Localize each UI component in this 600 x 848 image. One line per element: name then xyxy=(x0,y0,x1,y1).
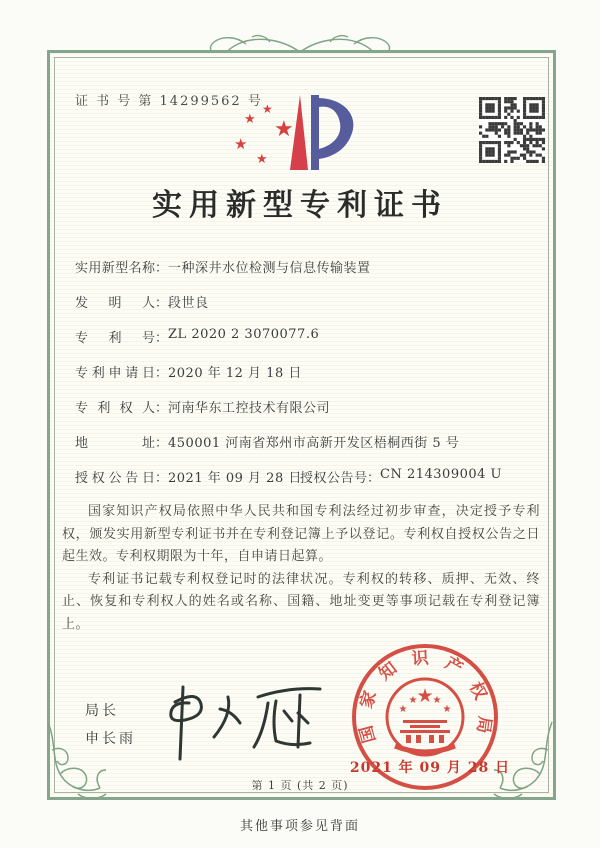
svg-text:★: ★ xyxy=(416,685,434,707)
commissioner-title: 局长 xyxy=(85,703,119,719)
field-row-inventor: 发明人：段世良 xyxy=(75,292,545,327)
logo-star-icon: ★ xyxy=(256,152,268,167)
cnipa-logo xyxy=(230,85,370,180)
field-row-patent-number: 专利号：ZL 2020 2 3070077.6 xyxy=(75,327,320,346)
field-label: 专利权人 xyxy=(75,401,155,416)
field-label: 地址 xyxy=(75,436,155,451)
fields-block xyxy=(75,257,545,502)
field-value: 2021 年 09 月 28 日 xyxy=(168,471,302,486)
field-value: 河南华东工控技术有限公司 xyxy=(168,401,331,416)
legal-paragraph-2: 专利证书记载专利权登记时的法律状况。专利权的转移、质押、无效、终止、恢复和专利权人的姓名或名称、国籍、地址变更等事项记载在专利登记簿上。 xyxy=(62,571,540,632)
seal-date: 2021 年 09 月 28 日 xyxy=(349,760,511,776)
field-value: 2020 年 12 月 18 日 xyxy=(168,366,302,381)
svg-text:★: ★ xyxy=(398,704,408,715)
grant-number-pair: 授权公告号：CN 214309004 U xyxy=(300,467,502,486)
logo-star-icon: ★ xyxy=(262,102,273,116)
field-value: CN 214309004 U xyxy=(380,467,502,482)
signature-autograph xyxy=(150,672,330,772)
logo-star-icon: ★ xyxy=(234,135,248,153)
logo-p-mark xyxy=(311,95,319,170)
logo-star-icon: ★ xyxy=(274,117,294,142)
logo-star-icon: ★ xyxy=(244,112,256,127)
field-value: 段世良 xyxy=(168,296,209,311)
field-label: 专利申请日 xyxy=(75,366,155,381)
certificate-number: 证 书 号 第 14299562 号 xyxy=(75,94,263,109)
field-value: 450001 河南省郑州市高新开发区梧桐西街 5 号 xyxy=(168,436,460,451)
logo-wedge xyxy=(290,95,308,170)
commissioner-name: 申长雨 xyxy=(85,731,136,747)
svg-text:★: ★ xyxy=(442,704,452,715)
field-label: 实用新型名称 xyxy=(75,261,155,276)
field-label: 发明人 xyxy=(75,296,155,311)
seal-text: 国家知识产权局 xyxy=(355,648,495,745)
field-value: ZL 2020 2 3070077.6 xyxy=(168,327,320,342)
field-row-address: 地址：450001 河南省郑州市高新开发区梧桐西街 5 号 xyxy=(75,432,545,467)
logo-p-bowl xyxy=(319,98,353,159)
field-row-patentee: 专利权人：河南华东工控技术有限公司 xyxy=(75,397,545,432)
field-row-grant: 授权公告日：2021 年 09 月 28 日 授权公告号：CN 214309004 U xyxy=(75,467,502,486)
field-label: 授权公告日 xyxy=(75,471,155,486)
svg-text:★: ★ xyxy=(408,695,418,706)
svg-text:★: ★ xyxy=(432,695,442,706)
seal-emblem-icon xyxy=(387,679,463,755)
legal-paragraph-1: 国家知识产权局依照中华人民共和国专利法经过初步审查，决定授予专利权，颁发实用新型专利证书并在专利登记簿上予以登记。专利权自授权公告之日起生效。专利权期限为十年，自申请日起算。 xyxy=(62,504,540,564)
field-row-name: 实用新型名称：一种深井水位检测与信息传输装置 xyxy=(75,257,545,292)
legal-text xyxy=(62,501,540,636)
qr-code xyxy=(479,97,545,163)
page-number: 第 1 页 (共 2 页) xyxy=(251,779,349,792)
field-label: 授权公告号 xyxy=(300,471,367,486)
certificate-title: 实用新型专利证书 xyxy=(152,188,448,223)
field-row-filing-date: 专利申请日：2020 年 12 月 18 日 xyxy=(75,362,545,397)
field-value: 一种深井水位检测与信息传输装置 xyxy=(168,261,371,276)
footer-note: 其他事项参见背面 xyxy=(239,819,360,834)
field-label: 专利号 xyxy=(75,331,155,346)
commissioner-block xyxy=(85,697,136,753)
